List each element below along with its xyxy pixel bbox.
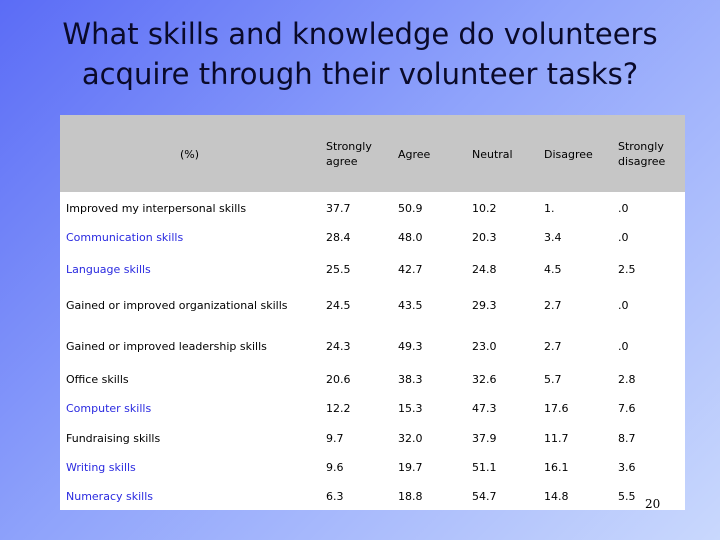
page-number: 20 [645, 497, 661, 511]
row-label: Fundraising skills [66, 432, 161, 445]
row-value: 38.3 [398, 373, 423, 386]
header-strongly-agree: Strongly agree [326, 140, 372, 168]
row-value: 3.6 [618, 461, 636, 474]
row-value: 47.3 [472, 402, 497, 415]
row-value: 6.3 [326, 490, 344, 503]
row-value: 8.7 [618, 432, 636, 445]
row-value: 49.3 [398, 340, 423, 353]
row-value: 20.6 [326, 373, 351, 386]
row-value: 11.7 [544, 432, 569, 445]
row-value: 5.7 [544, 373, 562, 386]
skills-table [60, 115, 685, 510]
slide-title [20, 14, 700, 94]
row-value: 5.5 [618, 490, 636, 503]
row-label: Communication skills [66, 231, 184, 244]
row-value: 51.1 [472, 461, 497, 474]
header-neutral: Neutral [472, 148, 513, 161]
row-value: 32.0 [398, 432, 423, 445]
header-agree: Agree [398, 148, 431, 161]
header-disagree: Disagree [544, 148, 593, 161]
row-value: 29.3 [472, 299, 497, 312]
row-value: 32.6 [472, 373, 497, 386]
row-value: 24.3 [326, 340, 351, 353]
row-label: Numeracy skills [66, 490, 154, 503]
row-value: 20.3 [472, 231, 497, 244]
row-value: 1. [544, 202, 555, 215]
row-value: 2.7 [544, 340, 562, 353]
row-value: 10.2 [472, 202, 497, 215]
row-value: 4.5 [544, 263, 562, 276]
header-strongly-disagree: Strongly disagree [618, 140, 666, 168]
header-percent: (%) [180, 148, 200, 161]
row-label: Writing skills [66, 461, 136, 474]
slide-title-line-2: acquire through their volunteer tasks? [81, 57, 639, 91]
row-value: 12.2 [326, 402, 351, 415]
row-value: 37.7 [326, 202, 351, 215]
row-value: 15.3 [398, 402, 423, 415]
row-label: Computer skills [66, 402, 152, 415]
row-value: 2.5 [618, 263, 636, 276]
row-value: 24.5 [326, 299, 351, 312]
row-value: 7.6 [618, 402, 636, 415]
row-value: 48.0 [398, 231, 423, 244]
row-value: 9.7 [326, 432, 344, 445]
row-value: 17.6 [544, 402, 569, 415]
table-header [60, 115, 685, 192]
slide-title-line-1: What skills and knowledge do volunteers [62, 17, 658, 51]
row-value: 9.6 [326, 461, 344, 474]
row-value: 14.8 [544, 490, 569, 503]
row-value: 37.9 [472, 432, 497, 445]
row-value: 23.0 [472, 340, 497, 353]
row-value: 2.7 [544, 299, 562, 312]
row-value: 3.4 [544, 231, 562, 244]
row-label: Office skills [66, 373, 129, 386]
row-value: 2.8 [618, 373, 636, 386]
row-value: 18.8 [398, 490, 423, 503]
row-value: 54.7 [472, 490, 497, 503]
row-value: 42.7 [398, 263, 423, 276]
row-value: 16.1 [544, 461, 569, 474]
row-value: 25.5 [326, 263, 351, 276]
row-label: Gained or improved leadership skills [66, 340, 267, 353]
row-value: .0 [618, 231, 629, 244]
row-value: .0 [618, 340, 629, 353]
row-value: .0 [618, 299, 629, 312]
row-label: Language skills [66, 263, 151, 276]
row-value: 19.7 [398, 461, 423, 474]
row-label: Improved my interpersonal skills [66, 202, 247, 215]
row-value: 50.9 [398, 202, 423, 215]
row-value: 24.8 [472, 263, 497, 276]
row-value: .0 [618, 202, 629, 215]
row-value: 43.5 [398, 299, 423, 312]
row-value: 28.4 [326, 231, 351, 244]
row-label: Gained or improved organizational skills [66, 299, 288, 312]
